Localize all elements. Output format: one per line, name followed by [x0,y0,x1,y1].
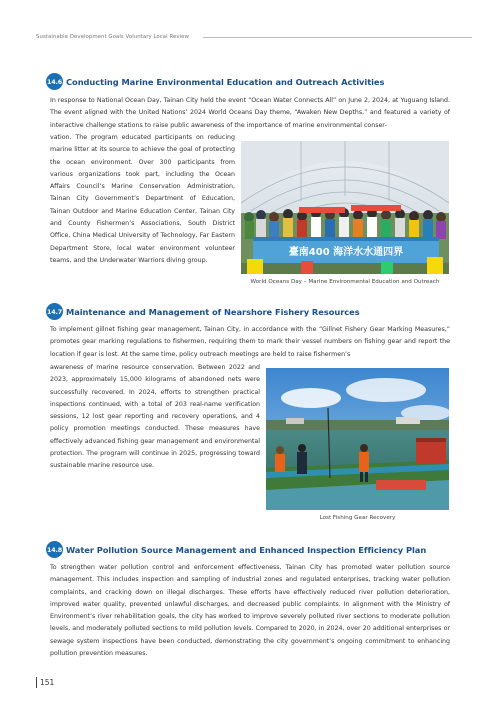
section-heading-14-8 [46,541,426,558]
section-intro-paragraph: In response to National Ocean Day, Tainan City held the event “Ocean Water Connects All” on June 2, 2024, at Yuguang Island. The event aligned with the United Nations’ 2024 World Oceans Day theme, “Awaken New Depths,” and featured a variety of interactive challenge stations to raise public awareness of the importance of marine environmental conser- [50,97,450,129]
event-banner-text: 臺南400 海洋水水通四界 [288,247,404,258]
section-title: Conducting Marine Environmental Education and Outreach Activities [66,76,385,87]
ocean-day-event-photo [241,141,449,274]
header-divider [203,37,472,38]
page-number-bar [36,677,37,688]
section-heading-14-6 [46,73,384,90]
section-heading-14-7 [46,303,360,320]
section-intro-paragraph: To implement gillnet fishing gear management, Tainan City, in accordance with the “Gillnet Fishery Gear Marking Measures,” promotes gear marking regulations to fishermen, requiring them to mark their vessel numbers on fishing gear and report the location if gear is lost. At the same time, policy outreach meetings are held to raise fishermen’s [50,326,450,358]
page-header [36,31,472,43]
report-title: Sustainable Development Goals Voluntary Local Review [36,34,189,40]
section-body-paragraph: vation. The program educated participants on reducing marine litter at its source to achieve the goal of protecting the ocean environment. Over 300 participants from various organizations took part, including the Ocean Affairs Council’s Marine Conservation Administration, Tainan City Government’s Department of Education, Tainan Outdoor and Marine Education Center, Tainan City and County Fishermen’s Associations, South District Office, China Medical University of Technology, Far Eastern Department Store, local water environment volunteer teams, and the Underwater Warriors diving group. [50,134,235,264]
section-body-paragraph: awareness of marine resource conservation. Between 2022 and 2023, approximately 15,000 kilograms of abandoned nets were successfully recovered. In 2024, efforts to strengthen practical inspections continued, with a total of 203 real-name verification sessions, 12 lost gear reporting and recovery operations, and 4 policy promotion meetings conducted. These measures have effectively advanced fishing gear management and environmental protection. The program will continue in 2025, progressing toward sustainable marine resource use. [50,364,260,470]
section-number-badge: 14.7 [46,303,63,320]
section-body-paragraph: To strengthen water pollution control and enforcement effectiveness, Tainan City has promoted water pollution source management. This includes inspection and sampling of industrial zones and regulated enterprises, tracking water pollution complaints, and cracking down on illegal discharges. These efforts have effectively reduced river pollution deterioration, improved water quality, prevented unlawful discharges, and decreased public complaints. In alignment with the Ministry of Environment’s river rehabilitation goals, the city has worked to improve severely polluted river sections to moderate pollution levels, and moderately polluted sections to mild pollution levels. Compared to 2020, in 2024, over 20 additional enterprises or sewage system inspections have been conducted, demonstrating the city government’s ongoing commitment to enhancing pollution prevention measures. [50,564,450,658]
section-title: Water Pollution Source Management and Enhanced Inspection Efficiency Plan [66,544,427,555]
section-number-badge: 14.6 [46,73,63,90]
photo-caption: Lost Fishing Gear Recovery [319,515,396,521]
fishing-gear-recovery-photo [266,368,449,510]
page-number-text: 151 [40,678,55,687]
photo-caption: World Oceans Day – Marine Environmental Education and Outreach [250,279,440,285]
page-number [36,677,54,688]
section-title: Maintenance and Management of Nearshore Fishery Resources [66,306,360,317]
section-number-badge: 14.8 [46,541,63,558]
